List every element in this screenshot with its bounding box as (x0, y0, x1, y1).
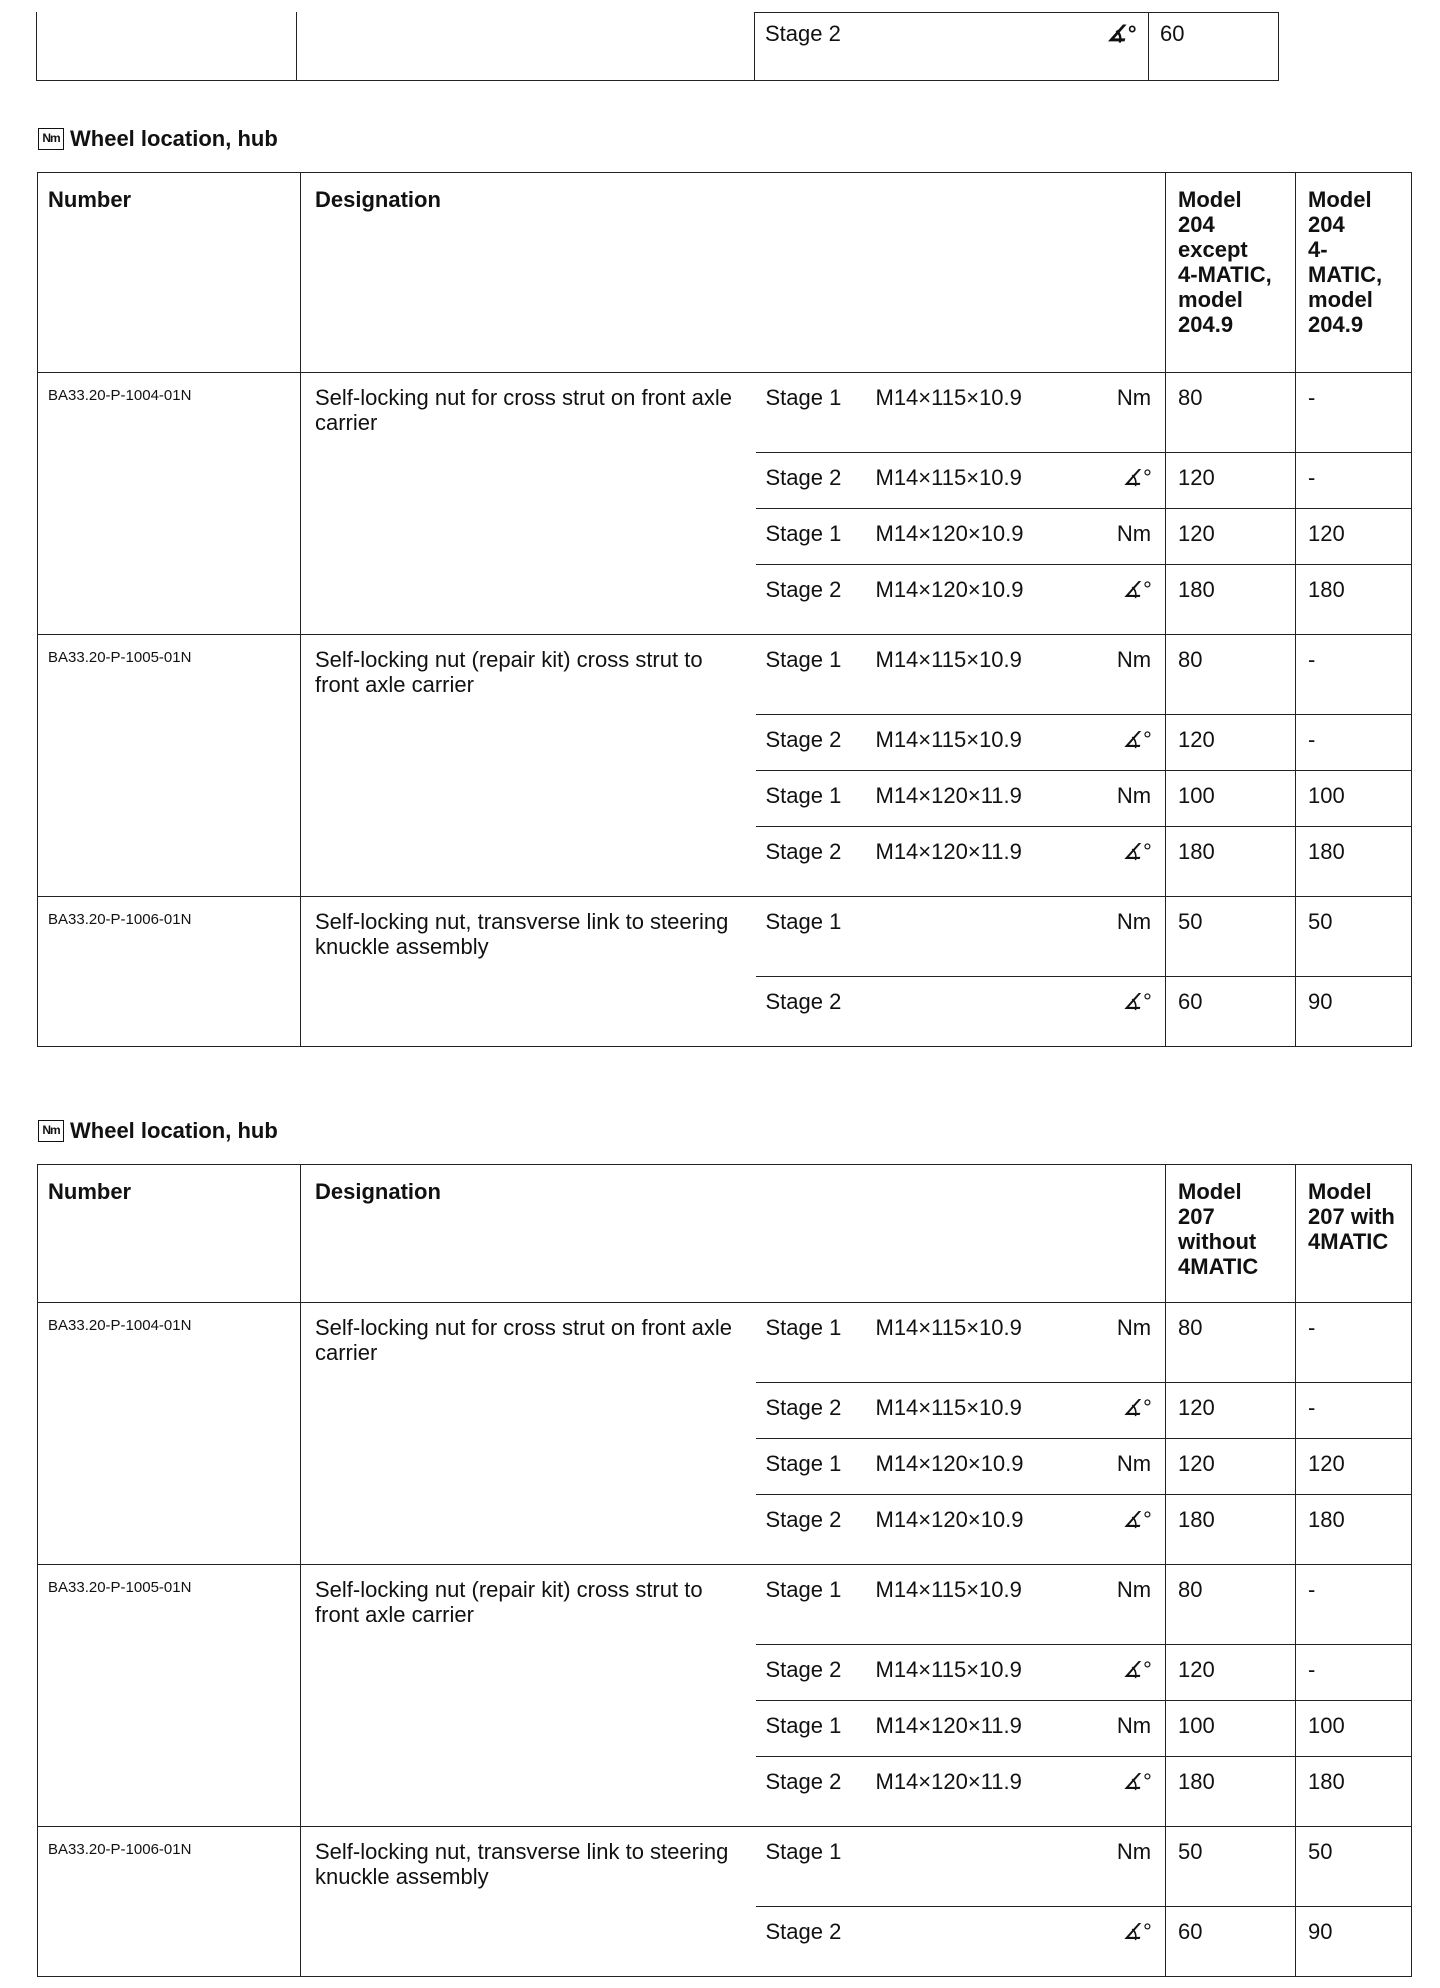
angle-icon: ∡° (1086, 1645, 1166, 1701)
value-model-a: 80 (1166, 1565, 1296, 1645)
table-row (38, 897, 1412, 977)
value-model-b: - (1296, 373, 1412, 453)
stage-label: Stage 2 (756, 453, 876, 509)
part-designation: Self-locking nut, transverse link to steering knuckle assembly (301, 1827, 756, 1977)
unit-nm: Nm (1086, 1565, 1166, 1645)
value-model-b: 180 (1296, 565, 1412, 635)
stage-label: Stage 1 (756, 1439, 876, 1495)
value-model-b: - (1296, 453, 1412, 509)
thread-spec: M14×120×10.9 (876, 1439, 1086, 1495)
stage-label: Stage 1 (756, 635, 876, 715)
header-number: Number (38, 1165, 301, 1303)
header-model-a-line: except (1178, 237, 1248, 262)
value-model-b: - (1296, 1383, 1412, 1439)
angle-icon: ∡° (1086, 977, 1166, 1047)
stage-label: Stage 1 (756, 1303, 876, 1383)
header-model-a (1166, 1165, 1296, 1303)
fragment-value-divider (1148, 13, 1149, 80)
angle-icon: ∡° (1086, 453, 1166, 509)
header-row (38, 1165, 1412, 1303)
thread-spec: M14×120×11.9 (876, 771, 1086, 827)
value-model-b: 50 (1296, 897, 1412, 977)
previous-table-fragment (36, 12, 1279, 81)
value-model-b: - (1296, 635, 1412, 715)
value-model-a: 120 (1166, 1645, 1296, 1701)
torque-nm-icon: Nm (38, 128, 64, 150)
part-designation: Self-locking nut for cross strut on front axle carrier (301, 373, 756, 635)
value-model-a: 50 (1166, 897, 1296, 977)
part-number: BA33.20-P-1005-01N (38, 635, 301, 897)
unit-nm: Nm (1086, 373, 1166, 453)
angle-icon: ∡° (1086, 827, 1166, 897)
fragment-value: 60 (1160, 21, 1185, 46)
thread-spec (876, 897, 1086, 977)
thread-spec: M14×120×10.9 (876, 565, 1086, 635)
angle-icon: ∡° (1086, 1757, 1166, 1827)
value-model-b: 100 (1296, 771, 1412, 827)
section-title-2 (38, 1118, 278, 1144)
part-designation: Self-locking nut, transverse link to steering knuckle assembly (301, 897, 756, 1047)
value-model-a: 120 (1166, 1383, 1296, 1439)
thread-spec: M14×120×10.9 (876, 1495, 1086, 1565)
thread-spec: M14×115×10.9 (876, 1565, 1086, 1645)
unit-nm: Nm (1086, 1827, 1166, 1907)
stage-label: Stage 2 (756, 1645, 876, 1701)
unit-nm: Nm (1086, 771, 1166, 827)
stage-label: Stage 1 (756, 1701, 876, 1757)
value-model-a: 50 (1166, 1827, 1296, 1907)
part-number: BA33.20-P-1006-01N (38, 897, 301, 1047)
stage-label: Stage 1 (756, 509, 876, 565)
thread-spec: M14×120×11.9 (876, 1757, 1086, 1827)
thread-spec: M14×120×10.9 (876, 509, 1086, 565)
part-designation: Self-locking nut (repair kit) cross strut to front axle carrier (301, 1565, 756, 1827)
stage-label: Stage 2 (756, 1757, 876, 1827)
table-row (38, 635, 1412, 715)
part-number: BA33.20-P-1004-01N (38, 1303, 301, 1565)
header-model-a-line: 207 (1178, 1204, 1215, 1229)
unit-nm: Nm (1086, 897, 1166, 977)
header-model-b-line: 204 (1308, 212, 1345, 237)
table-row (38, 1565, 1412, 1645)
header-model-b-line: model (1308, 287, 1373, 312)
thread-spec: M14×115×10.9 (876, 715, 1086, 771)
thread-spec (876, 1907, 1086, 1977)
stage-label: Stage 2 (756, 827, 876, 897)
stage-label: Stage 1 (756, 771, 876, 827)
unit-nm: Nm (1086, 1701, 1166, 1757)
thread-spec: M14×115×10.9 (876, 453, 1086, 509)
part-number: BA33.20-P-1005-01N (38, 1565, 301, 1827)
value-model-a: 180 (1166, 1757, 1296, 1827)
value-model-a: 60 (1166, 977, 1296, 1047)
thread-spec (876, 1827, 1086, 1907)
stage-label: Stage 1 (756, 373, 876, 453)
thread-spec: M14×115×10.9 (876, 373, 1086, 453)
header-designation: Designation (301, 173, 1166, 373)
value-model-b: 180 (1296, 1757, 1412, 1827)
header-model-b-line: 4MATIC (1308, 1229, 1389, 1254)
thread-spec: M14×115×10.9 (876, 1383, 1086, 1439)
header-model-b-line: Model (1308, 1179, 1372, 1204)
header-model-a-line: without (1178, 1229, 1257, 1254)
unit-nm: Nm (1086, 635, 1166, 715)
value-model-b: - (1296, 1565, 1412, 1645)
part-designation: Self-locking nut (repair kit) cross strut to front axle carrier (301, 635, 756, 897)
value-model-a: 120 (1166, 509, 1296, 565)
header-model-b-line: 207 with (1308, 1204, 1395, 1229)
value-model-b: 90 (1296, 977, 1412, 1047)
value-model-b: 180 (1296, 827, 1412, 897)
fragment-stage: Stage 2 (765, 21, 841, 46)
header-model-b-line: 4-MATIC, (1308, 237, 1383, 287)
section-title-text: Wheel location, hub (70, 1118, 278, 1143)
header-row (38, 173, 1412, 373)
unit-nm: Nm (1086, 1439, 1166, 1495)
header-model-a-line: Model (1178, 1179, 1242, 1204)
angle-icon: ∡° (1086, 1383, 1166, 1439)
header-model-a-line: 4MATIC (1178, 1254, 1259, 1279)
value-model-b: 50 (1296, 1827, 1412, 1907)
value-model-a: 100 (1166, 1701, 1296, 1757)
section-title-text: Wheel location, hub (70, 126, 278, 151)
unit-nm: Nm (1086, 1303, 1166, 1383)
value-model-b: 120 (1296, 1439, 1412, 1495)
thread-spec: M14×120×11.9 (876, 827, 1086, 897)
angle-icon: ∡° (1086, 1907, 1166, 1977)
header-designation: Designation (301, 1165, 1166, 1303)
header-model-b-line: 204.9 (1308, 312, 1364, 337)
stage-label: Stage 2 (756, 977, 876, 1047)
unit-nm: Nm (1086, 509, 1166, 565)
section-title-1 (38, 126, 278, 152)
value-model-a: 120 (1166, 453, 1296, 509)
value-model-a: 80 (1166, 1303, 1296, 1383)
part-number: BA33.20-P-1004-01N (38, 373, 301, 635)
value-model-a: 60 (1166, 1907, 1296, 1977)
stage-label: Stage 2 (756, 565, 876, 635)
fragment-angle-unit: ∡° (1107, 21, 1136, 46)
stage-label: Stage 2 (756, 715, 876, 771)
header-model-b (1296, 1165, 1412, 1303)
thread-spec: M14×115×10.9 (876, 1303, 1086, 1383)
stage-label: Stage 2 (756, 1383, 876, 1439)
table-row (38, 373, 1412, 453)
header-model-a-line: 4-MATIC, (1178, 262, 1272, 287)
stage-label: Stage 2 (756, 1495, 876, 1565)
header-model-b-line: Model (1308, 187, 1372, 212)
header-model-a (1166, 173, 1296, 373)
header-model-a-line: 204 (1178, 212, 1215, 237)
angle-icon: ∡° (1086, 565, 1166, 635)
table-row (38, 1303, 1412, 1383)
value-model-a: 120 (1166, 1439, 1296, 1495)
stage-label: Stage 2 (756, 1907, 876, 1977)
thread-spec: M14×115×10.9 (876, 635, 1086, 715)
value-model-b: - (1296, 715, 1412, 771)
value-model-b: - (1296, 1303, 1412, 1383)
header-model-a-line: Model (1178, 187, 1242, 212)
stage-label: Stage 1 (756, 897, 876, 977)
fragment-border-mid (296, 12, 297, 80)
thread-spec: M14×120×11.9 (876, 1701, 1086, 1757)
header-model-a-line: 204.9 (1178, 312, 1234, 337)
torque-table-1 (37, 172, 1412, 1047)
torque-table-2 (37, 1164, 1412, 1977)
value-model-b: 120 (1296, 509, 1412, 565)
angle-icon: ∡° (1086, 1495, 1166, 1565)
value-model-a: 80 (1166, 373, 1296, 453)
header-model-b (1296, 173, 1412, 373)
value-model-a: 120 (1166, 715, 1296, 771)
header-model-a-line: model (1178, 287, 1243, 312)
value-model-b: - (1296, 1645, 1412, 1701)
angle-icon: ∡° (1086, 715, 1166, 771)
thread-spec: M14×115×10.9 (876, 1645, 1086, 1701)
header-number: Number (38, 173, 301, 373)
thread-spec (876, 977, 1086, 1047)
value-model-b: 180 (1296, 1495, 1412, 1565)
value-model-b: 90 (1296, 1907, 1412, 1977)
value-model-a: 180 (1166, 1495, 1296, 1565)
value-model-a: 100 (1166, 771, 1296, 827)
stage-label: Stage 1 (756, 1565, 876, 1645)
value-model-a: 80 (1166, 635, 1296, 715)
stage-label: Stage 1 (756, 1827, 876, 1907)
torque-nm-icon: Nm (38, 1120, 64, 1142)
value-model-a: 180 (1166, 827, 1296, 897)
fragment-stage-box (754, 12, 1279, 80)
part-designation: Self-locking nut for cross strut on front axle carrier (301, 1303, 756, 1565)
part-number: BA33.20-P-1006-01N (38, 1827, 301, 1977)
table-row (38, 1827, 1412, 1907)
value-model-a: 180 (1166, 565, 1296, 635)
value-model-b: 100 (1296, 1701, 1412, 1757)
fragment-border-left (36, 12, 37, 80)
